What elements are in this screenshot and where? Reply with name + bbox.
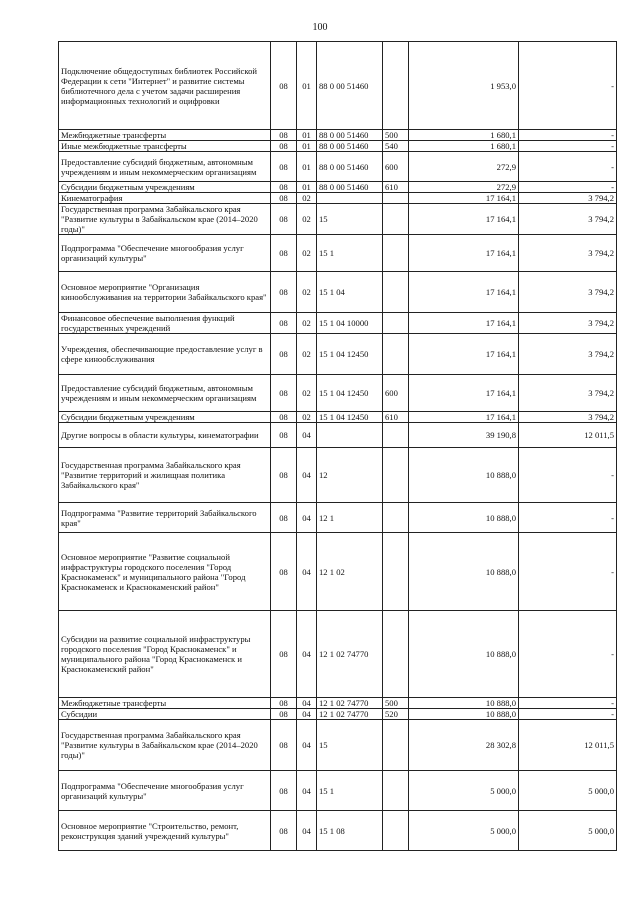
row-amount-federal-cell: 3 794,2	[519, 375, 617, 412]
row-amount-federal-cell: -	[519, 503, 617, 533]
row-expense-type-cell	[383, 448, 409, 503]
row-amount-federal-cell: 3 794,2	[519, 334, 617, 375]
row-section-cell: 08	[271, 611, 297, 698]
row-subsection-cell: 04	[297, 611, 317, 698]
row-amount-federal-cell: -	[519, 130, 617, 141]
row-section-cell: 08	[271, 334, 297, 375]
row-target-article-cell	[317, 423, 383, 448]
row-amount-total-cell: 10 888,0	[409, 698, 519, 709]
row-target-article-cell: 15 1	[317, 771, 383, 811]
row-target-article-cell: 15 1 04 12450	[317, 412, 383, 423]
table-row	[59, 42, 617, 130]
table-row	[59, 771, 617, 811]
table-row	[59, 141, 617, 152]
row-amount-federal-cell: -	[519, 698, 617, 709]
row-expense-type-cell	[383, 313, 409, 334]
row-amount-total-cell: 17 164,1	[409, 412, 519, 423]
row-target-article-cell: 15 1 04 12450	[317, 375, 383, 412]
row-name-cell: Субсидии на развитие социальной инфраструктуры городского поселения "Город Краснокаменск" и муниципального района "Город Краснокаменск и Краснокаменский район"	[59, 611, 271, 698]
row-section-cell: 08	[271, 193, 297, 204]
row-amount-federal-cell: 3 794,2	[519, 204, 617, 235]
row-amount-total-cell: 17 164,1	[409, 375, 519, 412]
row-expense-type-cell: 600	[383, 152, 409, 182]
row-amount-total-cell: 17 164,1	[409, 193, 519, 204]
table-row	[59, 130, 617, 141]
row-amount-total-cell: 1 680,1	[409, 130, 519, 141]
row-subsection-cell: 02	[297, 375, 317, 412]
row-amount-federal-cell: 3 794,2	[519, 272, 617, 313]
row-subsection-cell: 04	[297, 533, 317, 611]
row-expense-type-cell	[383, 204, 409, 235]
row-name-cell: Предоставление субсидий бюджетным, автономным учреждениям и иным некоммерческим организациям	[59, 152, 271, 182]
row-subsection-cell: 04	[297, 720, 317, 771]
row-section-cell: 08	[271, 130, 297, 141]
row-expense-type-cell	[383, 771, 409, 811]
row-name-cell: Финансовое обеспечение выполнения функций государственных учреждений	[59, 313, 271, 334]
row-name-cell: Подпрограмма "Развитие территорий Забайкальского края"	[59, 503, 271, 533]
row-amount-total-cell: 272,9	[409, 182, 519, 193]
row-subsection-cell: 01	[297, 141, 317, 152]
row-target-article-cell: 12 1 02 74770	[317, 709, 383, 720]
row-name-cell: Подключение общедоступных библиотек Российской Федерации к сети "Интернет" и развитие системы библиотечного дела с учетом задачи расширения информационных технологий и оцифровки	[59, 42, 271, 130]
row-expense-type-cell	[383, 611, 409, 698]
row-subsection-cell: 02	[297, 313, 317, 334]
row-target-article-cell: 88 0 00 51460	[317, 42, 383, 130]
row-section-cell: 08	[271, 709, 297, 720]
row-amount-total-cell: 272,9	[409, 152, 519, 182]
row-target-article-cell: 88 0 00 51460	[317, 141, 383, 152]
row-target-article-cell: 12 1	[317, 503, 383, 533]
row-name-cell: Учреждения, обеспечивающие предоставление услуг в сфере кинообслуживания	[59, 334, 271, 375]
row-subsection-cell: 04	[297, 503, 317, 533]
row-section-cell: 08	[271, 42, 297, 130]
row-expense-type-cell: 600	[383, 375, 409, 412]
table-row	[59, 720, 617, 771]
row-expense-type-cell	[383, 235, 409, 272]
row-amount-federal-cell: -	[519, 42, 617, 130]
row-amount-total-cell: 39 190,8	[409, 423, 519, 448]
row-section-cell: 08	[271, 152, 297, 182]
row-amount-total-cell: 10 888,0	[409, 611, 519, 698]
row-section-cell: 08	[271, 235, 297, 272]
table-row	[59, 611, 617, 698]
row-amount-federal-cell: 3 794,2	[519, 193, 617, 204]
table-row	[59, 448, 617, 503]
row-name-cell: Межбюджетные трансферты	[59, 130, 271, 141]
table-row	[59, 709, 617, 720]
budget-table	[58, 41, 617, 851]
row-name-cell: Другие вопросы в области культуры, кинематографии	[59, 423, 271, 448]
row-subsection-cell: 04	[297, 771, 317, 811]
row-target-article-cell: 88 0 00 51460	[317, 182, 383, 193]
row-subsection-cell: 04	[297, 448, 317, 503]
row-amount-federal-cell: -	[519, 533, 617, 611]
row-amount-federal-cell: -	[519, 182, 617, 193]
table-row	[59, 182, 617, 193]
row-subsection-cell: 01	[297, 130, 317, 141]
row-subsection-cell: 02	[297, 412, 317, 423]
row-expense-type-cell	[383, 811, 409, 851]
row-target-article-cell: 15 1 04 10000	[317, 313, 383, 334]
row-subsection-cell: 02	[297, 204, 317, 235]
row-expense-type-cell: 520	[383, 709, 409, 720]
row-name-cell: Иные межбюджетные трансферты	[59, 141, 271, 152]
row-amount-total-cell: 10 888,0	[409, 448, 519, 503]
row-name-cell: Основное мероприятие "Развитие социальной инфраструктуры городского поселения "Город Краснокаменск" и муниципального района "Город Краснокаменск и Краснокаменский район"	[59, 533, 271, 611]
row-target-article-cell: 15 1 04 12450	[317, 334, 383, 375]
row-target-article-cell	[317, 193, 383, 204]
row-amount-total-cell: 1 680,1	[409, 141, 519, 152]
row-expense-type-cell	[383, 272, 409, 313]
row-target-article-cell: 88 0 00 51460	[317, 152, 383, 182]
table-row	[59, 193, 617, 204]
row-section-cell: 08	[271, 182, 297, 193]
row-amount-federal-cell: -	[519, 141, 617, 152]
row-expense-type-cell	[383, 503, 409, 533]
row-section-cell: 08	[271, 448, 297, 503]
row-amount-federal-cell: 3 794,2	[519, 313, 617, 334]
row-expense-type-cell	[383, 42, 409, 130]
row-amount-federal-cell: 5 000,0	[519, 811, 617, 851]
row-target-article-cell: 15	[317, 204, 383, 235]
row-amount-total-cell: 10 888,0	[409, 503, 519, 533]
table-row	[59, 503, 617, 533]
row-expense-type-cell: 500	[383, 698, 409, 709]
row-section-cell: 08	[271, 771, 297, 811]
table-row	[59, 375, 617, 412]
row-amount-federal-cell: 3 794,2	[519, 412, 617, 423]
row-section-cell: 08	[271, 141, 297, 152]
row-section-cell: 08	[271, 503, 297, 533]
row-name-cell: Межбюджетные трансферты	[59, 698, 271, 709]
row-name-cell: Основное мероприятие "Организация кинообслуживания на территории Забайкальского края"	[59, 272, 271, 313]
row-amount-total-cell: 28 302,8	[409, 720, 519, 771]
row-target-article-cell: 88 0 00 51460	[317, 130, 383, 141]
row-section-cell: 08	[271, 698, 297, 709]
row-name-cell: Подпрограмма "Обеспечение многообразия услуг организаций культуры"	[59, 771, 271, 811]
row-amount-total-cell: 17 164,1	[409, 313, 519, 334]
row-section-cell: 08	[271, 423, 297, 448]
row-target-article-cell: 12 1 02 74770	[317, 611, 383, 698]
row-amount-federal-cell: -	[519, 709, 617, 720]
table-row	[59, 334, 617, 375]
table-row	[59, 204, 617, 235]
row-target-article-cell: 12	[317, 448, 383, 503]
row-amount-federal-cell: -	[519, 611, 617, 698]
table-row	[59, 235, 617, 272]
row-amount-total-cell: 17 164,1	[409, 204, 519, 235]
row-section-cell: 08	[271, 313, 297, 334]
row-name-cell: Основное мероприятие "Строительство, ремонт, реконструкция зданий учреждений культуры"	[59, 811, 271, 851]
table-row	[59, 533, 617, 611]
row-subsection-cell: 04	[297, 698, 317, 709]
row-name-cell: Государственная программа Забайкальского края "Развитие культуры в Забайкальском крае (2014–2020 годы)"	[59, 720, 271, 771]
row-amount-total-cell: 10 888,0	[409, 709, 519, 720]
table-row	[59, 412, 617, 423]
row-expense-type-cell	[383, 533, 409, 611]
row-expense-type-cell	[383, 193, 409, 204]
row-name-cell: Субсидии бюджетным учреждениям	[59, 412, 271, 423]
row-target-article-cell: 15	[317, 720, 383, 771]
row-target-article-cell: 15 1 04	[317, 272, 383, 313]
budget-table-body	[59, 42, 617, 851]
row-expense-type-cell: 500	[383, 130, 409, 141]
row-amount-total-cell: 17 164,1	[409, 272, 519, 313]
row-target-article-cell: 15 1	[317, 235, 383, 272]
row-subsection-cell: 04	[297, 423, 317, 448]
row-amount-federal-cell: -	[519, 152, 617, 182]
row-subsection-cell: 02	[297, 272, 317, 313]
row-name-cell: Государственная программа Забайкальского края "Развитие территорий и жилищная политика Забайкальского края"	[59, 448, 271, 503]
row-section-cell: 08	[271, 412, 297, 423]
row-amount-total-cell: 5 000,0	[409, 811, 519, 851]
table-row	[59, 811, 617, 851]
row-amount-total-cell: 17 164,1	[409, 235, 519, 272]
row-name-cell: Кинематография	[59, 193, 271, 204]
row-name-cell: Государственная программа Забайкальского края "Развитие культуры в Забайкальском крае (2014–2020 годы)"	[59, 204, 271, 235]
row-amount-total-cell: 17 164,1	[409, 334, 519, 375]
row-target-article-cell: 12 1 02 74770	[317, 698, 383, 709]
row-subsection-cell: 01	[297, 42, 317, 130]
table-row	[59, 313, 617, 334]
row-amount-federal-cell: 3 794,2	[519, 235, 617, 272]
row-name-cell: Субсидии	[59, 709, 271, 720]
row-subsection-cell: 01	[297, 152, 317, 182]
row-amount-federal-cell: -	[519, 448, 617, 503]
row-section-cell: 08	[271, 811, 297, 851]
row-name-cell: Подпрограмма "Обеспечение многообразия услуг организаций культуры"	[59, 235, 271, 272]
row-section-cell: 08	[271, 204, 297, 235]
row-subsection-cell: 04	[297, 811, 317, 851]
table-row	[59, 272, 617, 313]
row-section-cell: 08	[271, 720, 297, 771]
table-row	[59, 698, 617, 709]
row-expense-type-cell	[383, 334, 409, 375]
page-number: 100	[312, 22, 328, 33]
row-amount-total-cell: 1 953,0	[409, 42, 519, 130]
row-expense-type-cell: 610	[383, 182, 409, 193]
row-target-article-cell: 12 1 02	[317, 533, 383, 611]
row-amount-total-cell: 10 888,0	[409, 533, 519, 611]
table-row	[59, 152, 617, 182]
table-row	[59, 423, 617, 448]
row-amount-federal-cell: 12 011,5	[519, 720, 617, 771]
row-name-cell: Субсидии бюджетным учреждениям	[59, 182, 271, 193]
row-expense-type-cell	[383, 720, 409, 771]
row-section-cell: 08	[271, 533, 297, 611]
row-amount-federal-cell: 5 000,0	[519, 771, 617, 811]
row-name-cell: Предоставление субсидий бюджетным, автономным учреждениям и иным некоммерческим организациям	[59, 375, 271, 412]
row-amount-federal-cell: 12 011,5	[519, 423, 617, 448]
row-subsection-cell: 02	[297, 193, 317, 204]
row-expense-type-cell: 540	[383, 141, 409, 152]
row-subsection-cell: 01	[297, 182, 317, 193]
row-section-cell: 08	[271, 272, 297, 313]
row-target-article-cell: 15 1 08	[317, 811, 383, 851]
row-amount-total-cell: 5 000,0	[409, 771, 519, 811]
row-subsection-cell: 02	[297, 334, 317, 375]
row-section-cell: 08	[271, 375, 297, 412]
row-expense-type-cell: 610	[383, 412, 409, 423]
row-subsection-cell: 02	[297, 235, 317, 272]
row-expense-type-cell	[383, 423, 409, 448]
row-subsection-cell: 04	[297, 709, 317, 720]
